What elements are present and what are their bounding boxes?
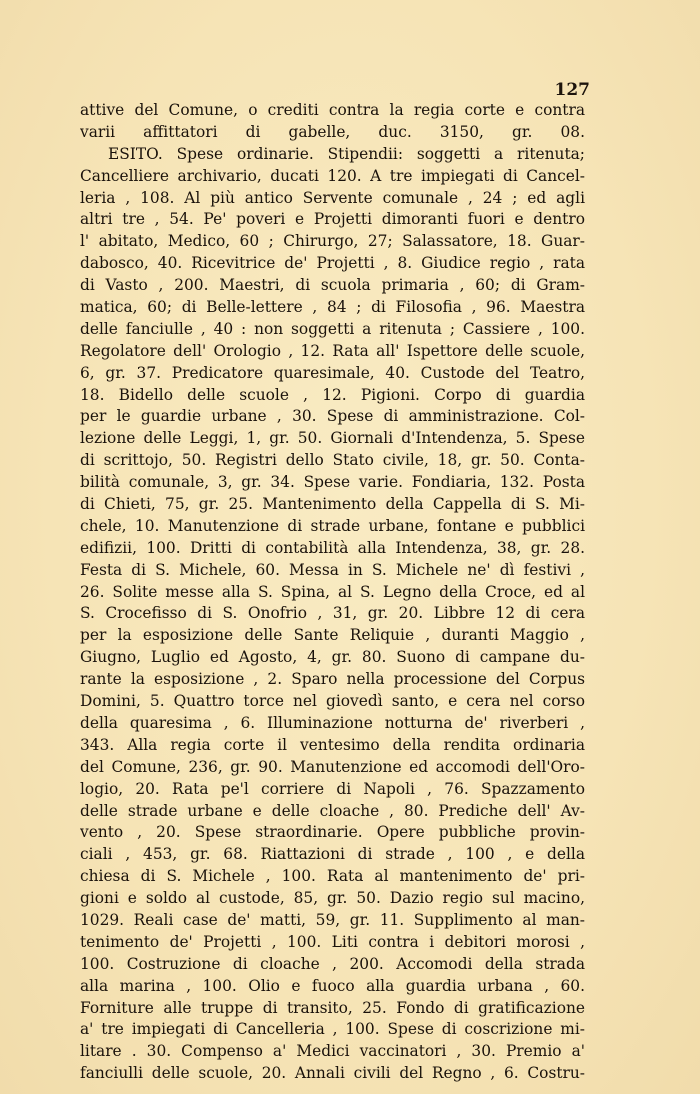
text-line: ESITO. Spese ordinarie. Stipendii: soggetti a ritenuta; xyxy=(108,144,585,163)
text-line: rante la esposizione , 2. Sparo nella processione del Corpus xyxy=(80,670,585,689)
text-line: leria , 108. Al più antico Servente comunale , 24 ; ed agli xyxy=(80,188,585,207)
text-line: bilità comunale, 3, gr. 34. Spese varie. Fondiaria, 132. Posta xyxy=(80,473,585,492)
text-line: di scrittojo, 50. Registri dello Stato civile, 18, gr. 50. Conta- xyxy=(80,451,585,470)
text-line: 26. Solite messe alla S. Spina, al S. Legno della Croce, ed al xyxy=(80,582,585,601)
text-line: gioni e soldo al custode, 85, gr. 50. Dazio regio sul macino, xyxy=(80,889,585,908)
text-line: logio, 20. Rata pe'l corriere di Napoli , 76. Spazzamento xyxy=(80,779,585,798)
text-line: a' tre impiegati di Cancelleria , 100. Spese di coscrizione mi- xyxy=(80,1020,585,1039)
text-line: del Comune, 236, gr. 90. Manutenzione ed accomodi dell'Oro- xyxy=(80,757,585,776)
text-line: delle strade urbane e delle cloache , 80. Prediche dell' Av- xyxy=(80,801,585,820)
text-line: tenimento de' Projetti , 100. Liti contra i debitori morosi , xyxy=(80,932,585,951)
body-text xyxy=(80,100,585,1085)
text-line: per le guardie urbane , 30. Spese di amministrazione. Col- xyxy=(80,407,585,426)
text-line: altri tre , 54. Pe' poveri e Projetti dimoranti fuori e dentro xyxy=(80,210,585,229)
text-line: della quaresima , 6. Illuminazione notturna de' riverberi , xyxy=(80,713,585,732)
text-line: dabosco, 40. Ricevitrice de' Projetti , 8. Giudice regio , rata xyxy=(80,254,585,273)
text-line: attive del Comune, o crediti contra la regia corte e contra xyxy=(80,101,585,119)
text-line: S. Crocefisso di S. Onofrio , 31, gr. 20. Libbre 12 di cera xyxy=(80,604,585,623)
text-line: Giugno, Luglio ed Agosto, 4, gr. 80. Suono di campane du- xyxy=(80,648,585,667)
text-line: Festa di S. Michele, 60. Messa in S. Michele ne' dì festivi , xyxy=(80,560,585,579)
text-line: Cancelliere archivario, ducati 120. A tre impiegati di Cancel- xyxy=(80,166,585,185)
text-line: matica, 60; di Belle-lettere , 84 ; di Filosofia , 96. Maestra xyxy=(80,298,585,317)
text-line: l' abitato, Medico, 60 ; Chirurgo, 27; Salassatore, 18. Guar- xyxy=(80,232,585,251)
text-line: litare . 30. Compenso a' Medici vaccinatori , 30. Premio a' xyxy=(80,1042,585,1061)
text-line: 6, gr. 37. Predicatore quaresimale, 40. Custode del Teatro, xyxy=(80,363,585,382)
text-line: fanciulli delle scuole, 20. Annali civili del Regno , 6. Costru- xyxy=(80,1064,585,1083)
text-line: 343. Alla regia corte il ventesimo della rendita ordinaria xyxy=(80,735,585,754)
text-line: vento , 20. Spese straordinarie. Opere pubbliche provin- xyxy=(80,823,585,842)
text-line: alla marina , 100. Olio e fuoco alla guardia urbana , 60. xyxy=(80,976,585,995)
text-line: chiesa di S. Michele , 100. Rata al mantenimento de' pri- xyxy=(80,867,585,886)
text-line: 1029. Reali case de' matti, 59, gr. 11. Supplimento al man- xyxy=(80,910,585,929)
text-line: Regolatore dell' Orologio , 12. Rata all' Ispettore delle scuole, xyxy=(80,341,585,360)
text-line: per la esposizione delle Sante Reliquie , duranti Maggio , xyxy=(80,626,585,645)
text-line: 18. Bidello delle scuole , 12. Pigioni. Corpo di guardia xyxy=(80,385,585,404)
text-line: varii affittatori di gabelle, duc. 3150, gr. 08. xyxy=(80,122,585,141)
page-number: 127 xyxy=(554,80,590,100)
text-line: 100. Costruzione di cloache , 200. Accomodi della strada xyxy=(80,954,585,973)
text-line: di Vasto , 200. Maestri, di scuola primaria , 60; di Gram- xyxy=(80,276,585,295)
text-line: chele, 10. Manutenzione di strade urbane, fontane e pubblici xyxy=(80,516,585,535)
text-line: delle fanciulle , 40 : non soggetti a ritenuta ; Cassiere , 100. xyxy=(80,319,585,338)
text-line: Domini, 5. Quattro torce nel giovedì santo, e cera nel corso xyxy=(80,692,585,711)
text-line: ciali , 453, gr. 68. Riattazioni di strade , 100 , e della xyxy=(80,845,585,864)
text-line: Forniture alle truppe di transito, 25. Fondo di gratificazione xyxy=(80,998,585,1017)
text-line: di Chieti, 75, gr. 25. Mantenimento della Cappella di S. Mi- xyxy=(80,495,585,514)
text-line: lezione delle Leggi, 1, gr. 50. Giornali d'Intendenza, 5. Spese xyxy=(80,429,585,448)
text-line: edifizii, 100. Dritti di contabilità alla Intendenza, 38, gr. 28. xyxy=(80,538,585,557)
